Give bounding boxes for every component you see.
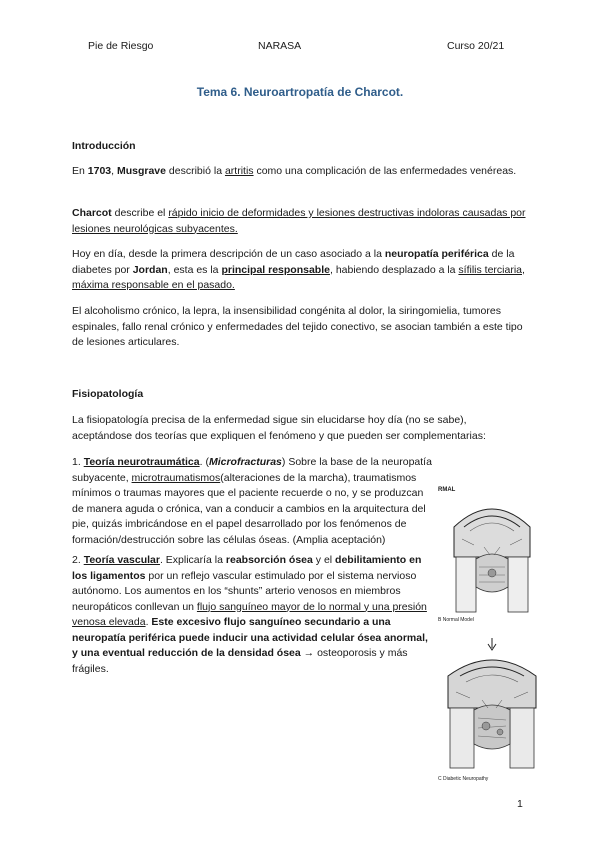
joint-illustration-diabetic [434, 636, 550, 786]
theory-vascular: 2. Teoría vascular. Explicaría la reabsorción ósea y el debilitamiento en los ligamentos por un reflejo vascular estimulado por el sistema nervioso autónomo. Los aumentos en los “shunts” arterio venosos en miembros neuropáticos conllevan un flujo sanguíneo mayor de lo normal y una presión venosa elevada. Este excesivo flujo sanguíneo secundario a una neuropatía periférica puede inducir una actividad celular ósea anormal, y una eventual reducción de la densidad ósea → osteoporosis y más frágiles. [72, 554, 428, 675]
figure-diabetic-joint [434, 636, 550, 786]
fisio-paragraph-1: La fisiopatología precisa de la enfermedad sigue sin elucidarse hoy día (no se sabe), aceptándose dos teorías que expliquen el fenómeno y que pueden ser complementarias: [72, 414, 486, 442]
figure-caption-normal: B Normal Model [438, 617, 474, 623]
theory-neurotraumatic: 1. Teoría neurotraumática. (Microfracturas) Sobre la base de la neuropatía subyacente, microtraumatismos(alteraciones de la marcha), traumatismos mínimos o traumas mayores que el paciente recuerde o no, y se produzcan de manera aguda o crónica, van a conducir a cambios en la arquitectura del pie, quizás imbricándose en el papel desarrollado por los fenómenos de formación/destrucción sobre las células óseas. (Amplia aceptación) [72, 456, 432, 546]
page-number: 1 [517, 798, 523, 810]
page-title: Tema 6. Neuroartropatía de Charcot. [196, 85, 404, 99]
intro-paragraph-1: En 1703, Musgrave describió la artritis como una complicación de las enfermedades venéreas. [72, 165, 517, 177]
figure-top-label: RMAL [438, 487, 456, 493]
header-center: NARASA [258, 40, 302, 52]
header-right: Curso 20/21 [447, 40, 505, 52]
intro-paragraph-3: Hoy en día, desde la primera descripción de un caso asociado a la neuropatía periférica de la diabetes por Jordan, esta es la principal responsable, habiendo desplazado a la sífilis terciaria, máxima responsable en el pasado. [72, 248, 525, 291]
intro-paragraph-2: Charcot describe el rápido inicio de deformidades y lesiones destructivas indoloras causadas por lesiones neurológicas subyacentes. [72, 207, 526, 235]
intro-paragraph-4: El alcoholismo crónico, la lepra, la insensibilidad congénita al dolor, la siringomielia, tumores espinales, fallo renal crónico y enfermedades del tejido conectivo, se asocian también a este tipo de lesiones articulares. [72, 305, 523, 348]
figure-normal-joint [434, 487, 550, 627]
section-heading-intro: Introducción [72, 140, 136, 152]
section-heading-fisiopatologia: Fisiopatología [72, 388, 144, 400]
figure-caption-diabetic: C Diabetic Neuropathy [438, 776, 489, 782]
header-left: Pie de Riesgo [88, 40, 154, 52]
joint-illustration-normal [434, 487, 550, 627]
